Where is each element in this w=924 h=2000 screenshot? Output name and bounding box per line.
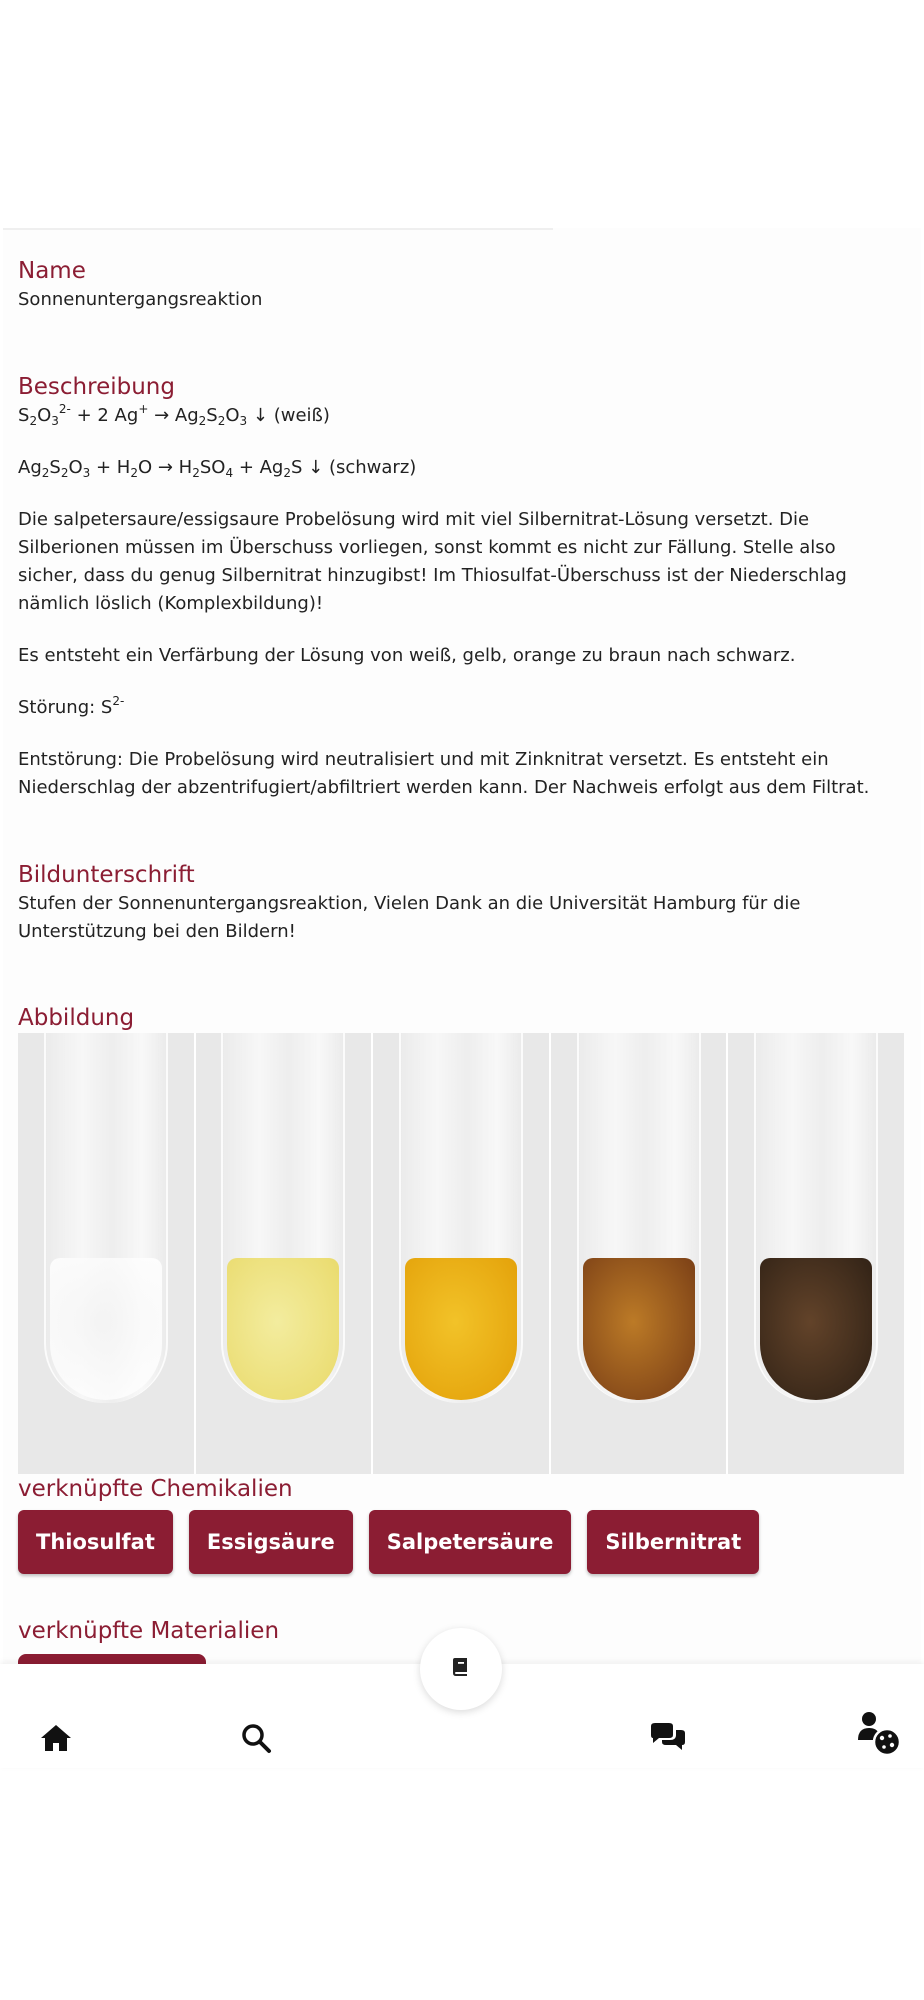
chemical-chip[interactable]: Salpetersäure	[369, 1510, 572, 1574]
equation-2: $Ag_2S_2O_3 + H_2O \to H_2SO_4 + Ag_2S$ ↓ (schwarz)	[18, 457, 417, 480]
tube-panel	[373, 1033, 549, 1474]
chemical-chip[interactable]: Thiosulfat	[18, 1510, 173, 1574]
book-button[interactable]	[420, 1628, 502, 1710]
book-icon	[452, 1657, 470, 1681]
tube-precipitate	[227, 1258, 339, 1400]
search-icon[interactable]	[232, 1714, 280, 1762]
equation-1: $S_2O_3^{2-} + 2$ $Ag^+ \to Ag_2S_2O_3$ ↓ (weiß)	[18, 402, 330, 428]
home-icon[interactable]	[32, 1714, 80, 1762]
chemical-chip[interactable]: Essigsäure	[189, 1510, 353, 1574]
caption-value: Stufen der Sonnenuntergangsreaktion, Vielen Dank an die Universität Hamburg für die Unterstützung bei den Bildern!	[18, 893, 801, 942]
tube-panel	[551, 1033, 727, 1474]
user-cookie-icon[interactable]	[856, 1710, 904, 1758]
chemicals-heading: verknüpfte Chemikalien	[18, 1476, 293, 1502]
tube-precipitate	[50, 1258, 162, 1400]
chat-icon[interactable]	[644, 1714, 692, 1762]
card-divider	[3, 228, 553, 230]
chemical-chip[interactable]: Silbernitrat	[587, 1510, 759, 1574]
chemicals-list	[18, 1510, 759, 1574]
figure-heading: Abbildung	[18, 1005, 135, 1031]
materials-heading: verknüpfte Materialien	[18, 1618, 280, 1644]
description-paragraph-2: Es entsteht ein Verfärbung der Lösung von weiß, gelb, orange zu braun nach schwarz.	[18, 645, 796, 666]
tube-precipitate	[583, 1258, 695, 1400]
description-paragraph-4: Entstörung: Die Probelösung wird neutralisiert und mit Zinknitrat versetzt. Es entsteht ein Niederschlag der abzentrifugiert/abfiltriert werden kann. Der Nachweis erfolgt aus dem Filtrat.	[18, 749, 870, 798]
tube-panel	[728, 1033, 904, 1474]
name-heading: Name	[18, 258, 86, 284]
description-heading: Beschreibung	[18, 374, 175, 400]
tube-precipitate	[760, 1258, 872, 1400]
tube-precipitate	[405, 1258, 517, 1400]
tube-panel	[196, 1033, 372, 1474]
description-paragraph-1: Die salpetersaure/essigsaure Probelösung wird mit viel Silbernitrat-Lösung versetzt. Die Silberionen müssen im Überschuss vorliegen, sonst kommt es nicht zur Fällung. Stelle also sicher, dass du genug Silbernitrat hinzugibst! Im Thiosulfat-Überschuss ist der Niederschlag nämlich löslich (Komplexbildung)!	[18, 509, 847, 614]
caption-heading: Bildunterschrift	[18, 862, 195, 888]
reaction-image[interactable]	[18, 1033, 904, 1474]
tube-panel	[18, 1033, 194, 1474]
name-value: Sonnenuntergangsreaktion	[18, 289, 263, 310]
interference-line: Störung: $S^{2-}$	[18, 694, 125, 718]
